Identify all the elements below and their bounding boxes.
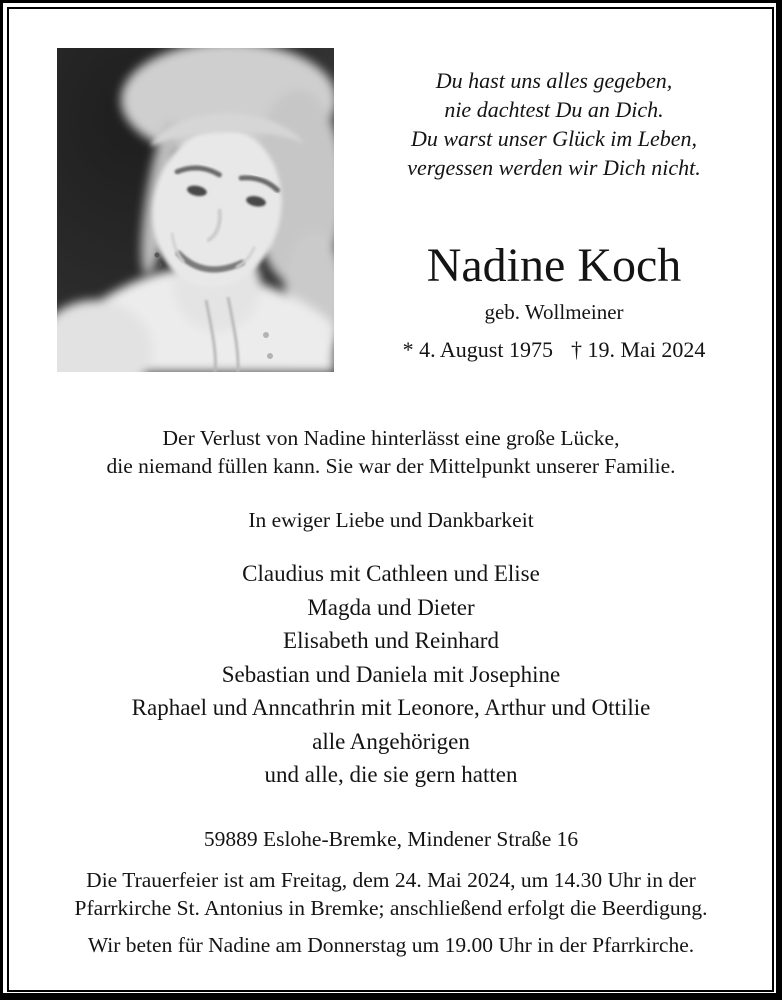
maiden-name: geb. Wollmeiner <box>484 300 624 324</box>
mourner-line: Sebastian und Daniela mit Josephine <box>221 661 561 687</box>
funeral-line: Pfarrkirche St. Antonius in Bremke; anschließend erfolgt die Beerdigung. <box>74 895 708 920</box>
portrait-photo <box>57 48 334 372</box>
death-date: † 19. Mai 2024 <box>570 337 706 362</box>
funeral-info <box>28 866 754 922</box>
funeral-line: Die Trauerfeier ist am Freitag, dem 24. Mai 2024, um 14.30 Uhr in der <box>86 867 696 892</box>
tribute-line: die niemand füllen kann. Sie war der Mittelpunkt unserer Familie. <box>106 454 676 478</box>
prayer-line: Wir beten für Nadine am Donnerstag um 19.00 Uhr in der Pfarrkirche. <box>87 932 695 957</box>
portrait-photo-illustration <box>57 48 334 372</box>
address-line: 59889 Eslohe-Bremke, Mindener Straße 16 <box>203 826 579 851</box>
mourner-line: Raphael und Anncathrin mit Leonore, Arthur und Ottilie <box>131 695 651 720</box>
birth-date: * 4. August 1975 <box>402 337 553 362</box>
mourner-line: alle Angehörigen <box>312 728 470 754</box>
epigraph-line: Du hast uns alles gegeben, <box>435 68 673 93</box>
epigraph-line: vergessen werden wir Dich nicht. <box>407 155 701 180</box>
deceased-name: Nadine Koch <box>426 239 682 292</box>
header-column <box>388 66 720 362</box>
tribute-text <box>28 424 754 480</box>
mourner-line: Elisabeth und Reinhard <box>283 628 499 653</box>
mourner-line: Magda und Dieter <box>307 594 475 620</box>
mourners-list <box>28 557 754 792</box>
closing-line: In ewiger Liebe und Dankbarkeit <box>248 508 534 532</box>
epigraph-line: Du warst unser Glück im Leben, <box>411 126 697 151</box>
epigraph-line: nie dachtest Du an Dich. <box>444 97 664 122</box>
mourner-line: Claudius mit Cathleen und Elise <box>242 561 540 586</box>
mourner-line: und alle, die sie gern hatten <box>264 762 518 787</box>
life-dates <box>388 337 720 362</box>
epigraph <box>388 66 720 182</box>
tribute-line: Der Verlust von Nadine hinterlässt eine große Lücke, <box>162 426 620 450</box>
main-text <box>28 424 754 959</box>
